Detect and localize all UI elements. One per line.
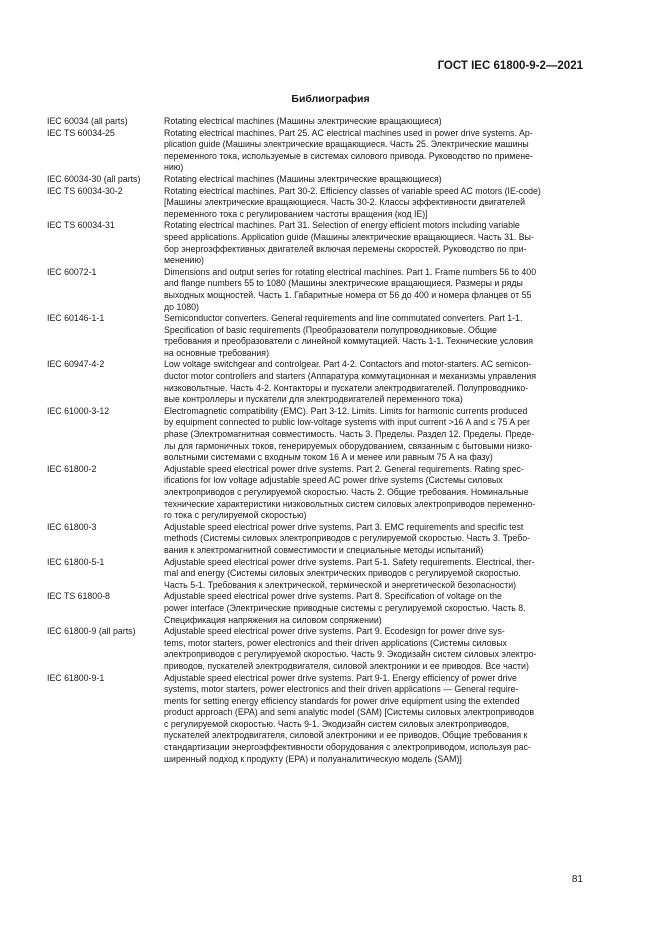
description-line: Rotating electrical machines (Машины электрические вращающиеся) — [164, 173, 442, 184]
page-title: Библиография — [291, 93, 370, 105]
reference-description — [164, 186, 585, 221]
bibliography-entry — [47, 673, 585, 766]
description-line: переменного тока с регулированием частоты вращения (код IE)] — [164, 208, 428, 219]
description-line: электроприводов с регулируемой скоростью. Часть 2. Общие требования. Номинальные — [164, 487, 529, 497]
description-line: Rotating electrical machines. Part 25. AC electrical machines used in power drive systems. Ap- — [164, 127, 533, 138]
description-line: power interface (Электрические приводные системы с регулируемой скоростью. Часть 8. — [164, 602, 526, 613]
description-line: лы для гармоничных токов, генерируемых оборудованием, связанным с бытовыми низко- — [164, 440, 533, 451]
description-line: менению) — [164, 255, 204, 266]
description-line: приводов, пускателей электродвигателя, силовой электроники и ее приводов. Все части) — [164, 660, 529, 671]
reference-description — [164, 220, 585, 266]
reference-code: IEC 61800-9 (all parts) — [47, 626, 136, 637]
bibliography-entry — [47, 359, 585, 405]
description-line: с регулируемой скоростью. Часть 9-1. Экодизайн систем силовых электроприводов, — [164, 718, 510, 729]
description-line: phase (Электромагнитная совместимость. Часть 3. Пределы. Раздел 12. Пределы. Преде- — [164, 429, 535, 440]
reference-code: IEC 60072-1 — [47, 266, 97, 277]
bibliography-entry — [47, 522, 585, 557]
reference-description — [164, 116, 585, 128]
reference-description — [164, 174, 585, 186]
description-line: ifications for low voltage adjustable speed AC power drive systems (Системы силовых — [164, 475, 503, 486]
description-line: systems, motor starters, power electronics and their driven applications — General require- — [164, 684, 519, 695]
reference-code: IEC 61800-9-1 — [47, 672, 105, 683]
description-line: технические характеристики низковольтных систем силовых электроприводов переменно- — [164, 498, 536, 509]
reference-description — [164, 464, 585, 522]
reference-code: IEC TS 61800-8 — [47, 591, 110, 602]
reference-description — [164, 128, 585, 174]
bibliography-entry — [47, 128, 585, 174]
description-line: plication guide (Машины электрические вращающиеся. Часть 25. Электрические машины — [164, 139, 529, 150]
bibliography-entry — [47, 591, 585, 626]
reference-code: IEC TS 60034-31 — [47, 220, 115, 231]
reference-description — [164, 522, 585, 557]
bibliography-entry — [47, 186, 585, 221]
description-line: до 1080) — [164, 301, 199, 312]
description-line: Adjustable speed electrical power drive systems. Part 8. Specification of voltage on the — [164, 591, 502, 602]
description-line: Low voltage switchgear and controlgear. Part 4-2. Contactors and motor-starters. AC semicon- — [164, 359, 532, 370]
description-line: by equipment connected to public low-voltage systems with input current >16 A and ≤ 75 A per — [164, 417, 530, 428]
description-line: methods (Системы силовых электроприводов с регулируемой скоростью. Часть 3. Требо- — [164, 533, 531, 544]
bibliography-entry — [47, 267, 585, 313]
reference-code: IEC 60947-4-2 — [47, 359, 105, 370]
reference-code: IEC TS 60034-25 — [47, 127, 115, 138]
description-line: электроприводов с регулируемой скоростью. Часть 9. Экодизайн систем силовых электро- — [164, 649, 537, 660]
description-line: Semiconductor converters. General requirements and line commutated converters. Part 1-1. — [164, 313, 523, 324]
description-line: Спецификация напряжения на силовом сопряжении) — [164, 614, 382, 625]
reference-description — [164, 626, 585, 672]
description-line: Adjustable speed electrical power drive systems. Part 9. Ecodesign for power drive sys- — [164, 626, 505, 637]
reference-code: IEC 61000-3-12 — [47, 405, 110, 416]
description-line: Adjustable speed electrical power drive systems. Part 3. EMC requirements and specific test — [164, 521, 524, 532]
bibliography-entry — [47, 464, 585, 522]
description-line: mal and energy (Системы силовых электрических приводов с регулируемой скоростью. — [164, 568, 521, 579]
description-line: вания к электромагнитной совместимости и специальные методы испытаний) — [164, 544, 484, 555]
reference-description — [164, 406, 585, 464]
reference-description — [164, 313, 585, 359]
description-line: выходных мощностей. Часть 1. Габаритные номера от 56 до 400 и номера фланцев от 55 — [164, 289, 532, 300]
description-line: and flange numbers 55 to 1080 (Машины электрические вращающиеся. Размеры и ряды — [164, 278, 523, 289]
bibliography-entry — [47, 557, 585, 592]
description-line: Rotating electrical machines. Part 31. Selection of energy efficient motors including variable — [164, 220, 520, 231]
description-line: Rotating electrical machines (Машины электрические вращающиеся) — [164, 116, 442, 126]
description-line: Adjustable speed electrical power drive systems. Part 9-1. Energy efficiency of power drive — [164, 672, 517, 683]
description-line: вые контроллеры и пускатели для электродвигателей переменного тока) — [164, 394, 463, 405]
description-line: го тока с регулируемой скоростью) — [164, 510, 307, 521]
description-line: ments for setting energy efficiency standards for power drive equipment using the extended — [164, 695, 520, 706]
description-line: требования и преобразователи с линейной коммутацией. Часть 1-1. Технические условия — [164, 336, 534, 347]
bibliography-entry — [47, 626, 585, 672]
description-line: Specification of basic requirements (Преобразователи полупроводниковые. Общие — [164, 324, 497, 335]
bibliography-entry — [47, 313, 585, 359]
reference-code: IEC 60146-1-1 — [47, 313, 105, 324]
reference-code: IEC 61800-3 — [47, 521, 97, 532]
bibliography-list — [47, 116, 585, 765]
description-line: Adjustable speed electrical power drive systems. Part 2. General requirements. Rating spec- — [164, 463, 524, 474]
reference-code: IEC 60034-30 (all parts) — [47, 173, 141, 184]
description-line: стандартизации энергоэффективности оборудования с электроприводом, используя рас- — [164, 742, 531, 753]
description-line: Adjustable speed electrical power drive systems. Part 5-1. Safety requirements. Electrical, ther- — [164, 556, 535, 567]
reference-description — [164, 673, 585, 766]
description-line: низковольтные. Часть 4-2. Контакторы и пускатели электродвигателей. Полупроводнико- — [164, 382, 529, 393]
bibliography-entry — [47, 116, 585, 128]
reference-description — [164, 591, 585, 626]
description-line: переменного тока, используемые в системах силового привода. Руководство по примене- — [164, 150, 533, 161]
description-line: вольтными системами с входным током 16 А и менее или равным 75 А на фазу) — [164, 452, 493, 463]
reference-code: IEC TS 60034-30-2 — [47, 185, 123, 196]
description-line: Часть 5-1. Требования к электрической, термической и энергетической безопасности) — [164, 579, 517, 590]
reference-code: IEC 61800-2 — [47, 463, 97, 474]
description-line: speed applications. Application guide (Машины электрические вращающиеся. Часть 31. Вы- — [164, 231, 534, 242]
description-line: пускателей электродвигателя, силовой электроники и ее приводов. Общие требования к — [164, 730, 528, 741]
bibliography-entry — [47, 406, 585, 464]
reference-description — [164, 267, 585, 313]
bibliography-entry — [47, 174, 585, 186]
reference-description — [164, 557, 585, 592]
description-line: Dimensions and output series for rotating electrical machines. Part 1. Frame numbers 56 to 400 — [164, 266, 537, 277]
description-line: ширенный подход к продукту (EPA) и полуаналитическую модель (SAM)] — [164, 753, 462, 764]
description-line: нию) — [164, 162, 184, 173]
description-line: tems, motor starters, power electronics and their driven applications (Системы силовых — [164, 637, 508, 648]
bibliography-entry — [47, 220, 585, 266]
reference-code: IEC 61800-5-1 — [47, 556, 105, 567]
reference-code: IEC 60034 (all parts) — [47, 116, 128, 126]
description-line: на основные требования) — [164, 347, 270, 358]
description-line: Electromagnetic compatibility (EMC). Part 3-12. Limits. Limits for harmonic currents produced — [164, 405, 528, 416]
page-number: 81 — [571, 874, 583, 885]
description-line: ductor motor controllers and starters (Аппаратура коммутационная и механизмы управления — [164, 371, 537, 382]
description-line: бор энергоэффективных двигателей включая перемены скоростей. Руководство по при- — [164, 243, 527, 254]
description-line: product approach (EPA) and semi analytic model (SAM) [Системы силовых электроприводов — [164, 707, 534, 718]
standard-header: ГОСТ IEC 61800-9-2—2021 — [437, 60, 583, 72]
description-line: [Машины электрические вращающиеся. Часть 30-2. Классы эффективности двигателей — [164, 197, 525, 208]
description-line: Rotating electrical machines. Part 30-2. Efficiency classes of variable speed AC motors (IE-code) — [164, 185, 541, 196]
reference-description — [164, 359, 585, 405]
